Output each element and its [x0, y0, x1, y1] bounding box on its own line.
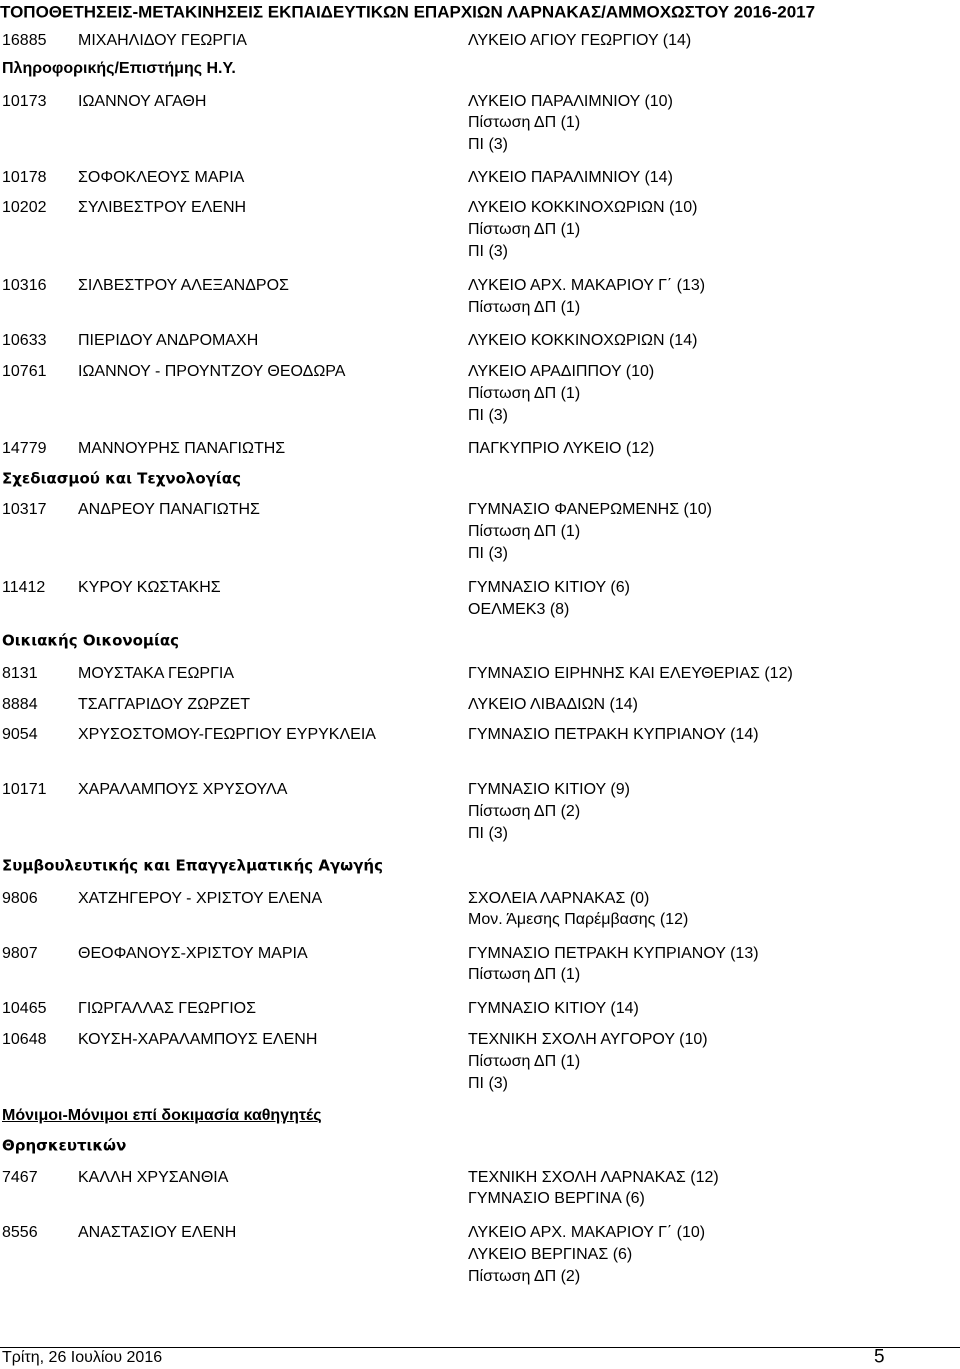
entry-id: 8884 — [2, 696, 38, 713]
entry-detail: ΛΥΚΕΙΟ ΠΑΡΑΛΙΜΝΙΟΥ (14) — [468, 169, 673, 186]
entry-name: ΙΩΑΝΝΟΥ ΑΓΑΘΗ — [78, 93, 207, 110]
entry-id: 10178 — [2, 169, 47, 186]
section-heading-computing: Πληροφορικής/Επιστήμης Η.Υ. — [2, 60, 236, 77]
page-title: ΤΟΠΟΘΕΤΗΣΕΙΣ-ΜΕΤΑΚΙΝΗΣΕΙΣ ΕΚΠΑΙΔΕΥΤΙΚΩΝ ΕΠΑΡΧΙΩΝ ΛΑΡΝΑΚΑΣ/ΑΜΜΟΧΩΣΤΟΥ 2016-2017 — [0, 2, 816, 22]
entry-detail: Πίστωση ΔΠ (2) — [468, 803, 581, 820]
entry-detail: Πίστωση ΔΠ (2) — [468, 1268, 581, 1285]
entry-detail: ΛΥΚΕΙΟ ΒΕΡΓΙΝΑΣ (6) — [468, 1246, 633, 1263]
entry-name: ΣΥΛΙΒΕΣΤΡΟΥ ΕΛΕΝΗ — [78, 199, 247, 216]
entry-name: ΜΙΧΑΗΛΙΔΟΥ ΓΕΩΡΓΙΑ — [78, 32, 247, 49]
entry-id: 10171 — [2, 781, 47, 798]
entry-id: 10465 — [2, 1000, 47, 1017]
entry-detail: Μον. Άμεσης Παρέμβασης (12) — [468, 911, 689, 928]
entry-id: 10761 — [2, 363, 47, 380]
entry-detail: ΣΧΟΛΕΙΑ ΛΑΡΝΑΚΑΣ (0) — [468, 890, 650, 907]
entry-name: ΑΝΔΡΕΟΥ ΠΑΝΑΓΙΩΤΗΣ — [78, 501, 260, 518]
entry-id: 7467 — [2, 1169, 38, 1186]
entry-detail: Πίστωση ΔΠ (1) — [468, 1053, 581, 1070]
entry-name: ΚΥΡΟΥ ΚΩΣΤΑΚΗΣ — [78, 579, 221, 596]
entry-detail: ΛΥΚΕΙΟ ΚΟΚΚΙΝΟΧΩΡΙΩΝ (14) — [468, 332, 698, 349]
entry-detail: ΓΥΜΝΑΣΙΟ ΚΙΤΙΟΥ (9) — [468, 781, 630, 798]
entry-detail: ΛΥΚΕΙΟ ΑΓΙΟΥ ΓΕΩΡΓΙΟΥ (14) — [468, 32, 692, 49]
entry-name: ΜΑΝΝΟΥΡΗΣ ΠΑΝΑΓΙΩΤΗΣ — [78, 440, 286, 457]
section-heading-design-technology: Σχεδιασμού και Τεχνολογίας — [2, 469, 241, 488]
entry-detail: ΠΙ (3) — [468, 407, 508, 424]
entry-detail: ΛΥΚΕΙΟ ΚΟΚΚΙΝΟΧΩΡΙΩΝ (10) — [468, 199, 698, 216]
entry-detail: ΟΕΛΜΕΚ3 (8) — [468, 601, 570, 618]
entry-id: 11412 — [2, 579, 46, 596]
section-heading-religious: Θρησκευτικών — [2, 1136, 127, 1155]
entry-name: ΙΩΑΝΝΟΥ - ΠΡΟΥΝΤΖΟΥ ΘΕΟΔΩΡΑ — [78, 363, 346, 380]
entry-id: 10173 — [2, 93, 47, 110]
entry-name: ΑΝΑΣΤΑΣΙΟΥ ΕΛΕΝΗ — [78, 1224, 237, 1241]
entry-name: ΚΑΛΛΗ ΧΡΥΣΑΝΘΙΑ — [78, 1169, 229, 1186]
entry-id: 9806 — [2, 890, 38, 907]
entry-id: 16885 — [2, 32, 47, 49]
entry-name: ΧΡΥΣΟΣΤΟΜΟΥ-ΓΕΩΡΓΙΟΥ ΕΥΡΥΚΛΕΙΑ — [78, 726, 376, 743]
entry-detail: ΓΥΜΝΑΣΙΟ ΚΙΤΙΟΥ (14) — [468, 1000, 639, 1017]
entry-detail: ΓΥΜΝΑΣΙΟ ΕΙΡΗΝΗΣ ΚΑΙ ΕΛΕΥΘΕΡΙΑΣ (12) — [468, 665, 793, 682]
entry-detail: ΠΙ (3) — [468, 1075, 508, 1092]
entry-detail: Πίστωση ΔΠ (1) — [468, 523, 581, 540]
entry-id: 10648 — [2, 1031, 47, 1048]
entry-detail: ΤΕΧΝΙΚΗ ΣΧΟΛΗ ΛΑΡΝΑΚΑΣ (12) — [468, 1169, 719, 1186]
entry-detail: ΠΑΓΚΥΠΡΙΟ ΛΥΚΕΙΟ (12) — [468, 440, 655, 457]
entry-detail: ΛΥΚΕΙΟ ΠΑΡΑΛΙΜΝΙΟΥ (10) — [468, 93, 673, 110]
entry-detail: ΠΙ (3) — [468, 545, 508, 562]
entry-detail: Πίστωση ΔΠ (1) — [468, 114, 581, 131]
entry-id: 8556 — [2, 1224, 38, 1241]
section-heading-probation: Μόνιμοι-Μόνιμοι επί δοκιμασία καθηγητές — [2, 1107, 322, 1124]
footer-date: Τρίτη, 26 Ιουλίου 2016 — [2, 1349, 163, 1366]
entry-id: 10633 — [2, 332, 47, 349]
entry-name: ΚΟΥΣΗ-ΧΑΡΑΛΑΜΠΟΥΣ ΕΛΕΝΗ — [78, 1031, 318, 1048]
entry-id: 10316 — [2, 277, 47, 294]
entry-detail: ΛΥΚΕΙΟ ΛΙΒΑΔΙΩΝ (14) — [468, 696, 638, 713]
entry-name: ΤΣΑΓΓΑΡΙΔΟΥ ΖΩΡΖΕΤ — [78, 696, 251, 713]
entry-name: ΠΙΕΡΙΔΟΥ ΑΝΔΡΟΜΑΧΗ — [78, 332, 259, 349]
entry-name: ΓΙΩΡΓΑΛΛΑΣ ΓΕΩΡΓΙΟΣ — [78, 1000, 256, 1017]
entry-detail: ΛΥΚΕΙΟ ΑΡΑΔΙΠΠΟΥ (10) — [468, 363, 655, 380]
entry-detail: Πίστωση ΔΠ (1) — [468, 299, 581, 316]
entry-detail: ΓΥΜΝΑΣΙΟ ΠΕΤΡΑΚΗ ΚΥΠΡΙΑΝΟΥ (13) — [468, 945, 759, 962]
entry-name: ΣΟΦΟΚΛΕΟΥΣ ΜΑΡΙΑ — [78, 169, 245, 186]
entry-detail: ΠΙ (3) — [468, 243, 508, 260]
entry-detail: ΓΥΜΝΑΣΙΟ ΦΑΝΕΡΩΜΕΝΗΣ (10) — [468, 501, 712, 518]
entry-id: 10202 — [2, 199, 47, 216]
page-number: 5 — [874, 1346, 885, 1368]
entry-name: ΘΕΟΦΑΝΟΥΣ-ΧΡΙΣΤΟΥ ΜΑΡΙΑ — [78, 945, 308, 962]
entry-detail: ΓΥΜΝΑΣΙΟ ΠΕΤΡΑΚΗ ΚΥΠΡΙΑΝΟΥ (14) — [468, 726, 759, 743]
entry-name: ΧΑΤΖΗΓΕΡΟΥ - ΧΡΙΣΤΟΥ ΕΛΕΝΑ — [78, 890, 323, 907]
entry-id: 9054 — [2, 726, 38, 743]
entry-detail: Πίστωση ΔΠ (1) — [468, 221, 581, 238]
entry-name: ΣΙΛΒΕΣΤΡΟΥ ΑΛΕΞΑΝΔΡΟΣ — [78, 277, 289, 294]
entry-detail: Πίστωση ΔΠ (1) — [468, 966, 581, 983]
section-heading-counseling: Συμβουλευτικής και Επαγγελματικής Αγωγής — [2, 856, 384, 875]
entry-detail: ΠΙ (3) — [468, 136, 508, 153]
entry-detail: ΓΥΜΝΑΣΙΟ ΒΕΡΓΙΝΑ (6) — [468, 1190, 645, 1207]
entry-detail: ΠΙ (3) — [468, 825, 508, 842]
section-heading-home-economics: Οικιακής Οικονομίας — [2, 631, 180, 650]
entry-detail: ΤΕΧΝΙΚΗ ΣΧΟΛΗ ΑΥΓΟΡΟΥ (10) — [468, 1031, 708, 1048]
footer-divider — [0, 1347, 960, 1348]
entry-detail: ΛΥΚΕΙΟ ΑΡΧ. ΜΑΚΑΡΙΟΥ Γ΄ (10) — [468, 1224, 706, 1241]
entry-id: 9807 — [2, 945, 38, 962]
entry-id: 14779 — [2, 440, 47, 457]
entry-id: 10317 — [2, 501, 47, 518]
entry-name: ΧΑΡΑΛΑΜΠΟΥΣ ΧΡΥΣΟΥΛΑ — [78, 781, 288, 798]
entry-id: 8131 — [2, 665, 38, 682]
entry-name: ΜΟΥΣΤΑΚΑ ΓΕΩΡΓΙΑ — [78, 665, 235, 682]
entry-detail: ΛΥΚΕΙΟ ΑΡΧ. ΜΑΚΑΡΙΟΥ Γ΄ (13) — [468, 277, 706, 294]
entry-detail: Πίστωση ΔΠ (1) — [468, 385, 581, 402]
entry-detail: ΓΥΜΝΑΣΙΟ ΚΙΤΙΟΥ (6) — [468, 579, 630, 596]
